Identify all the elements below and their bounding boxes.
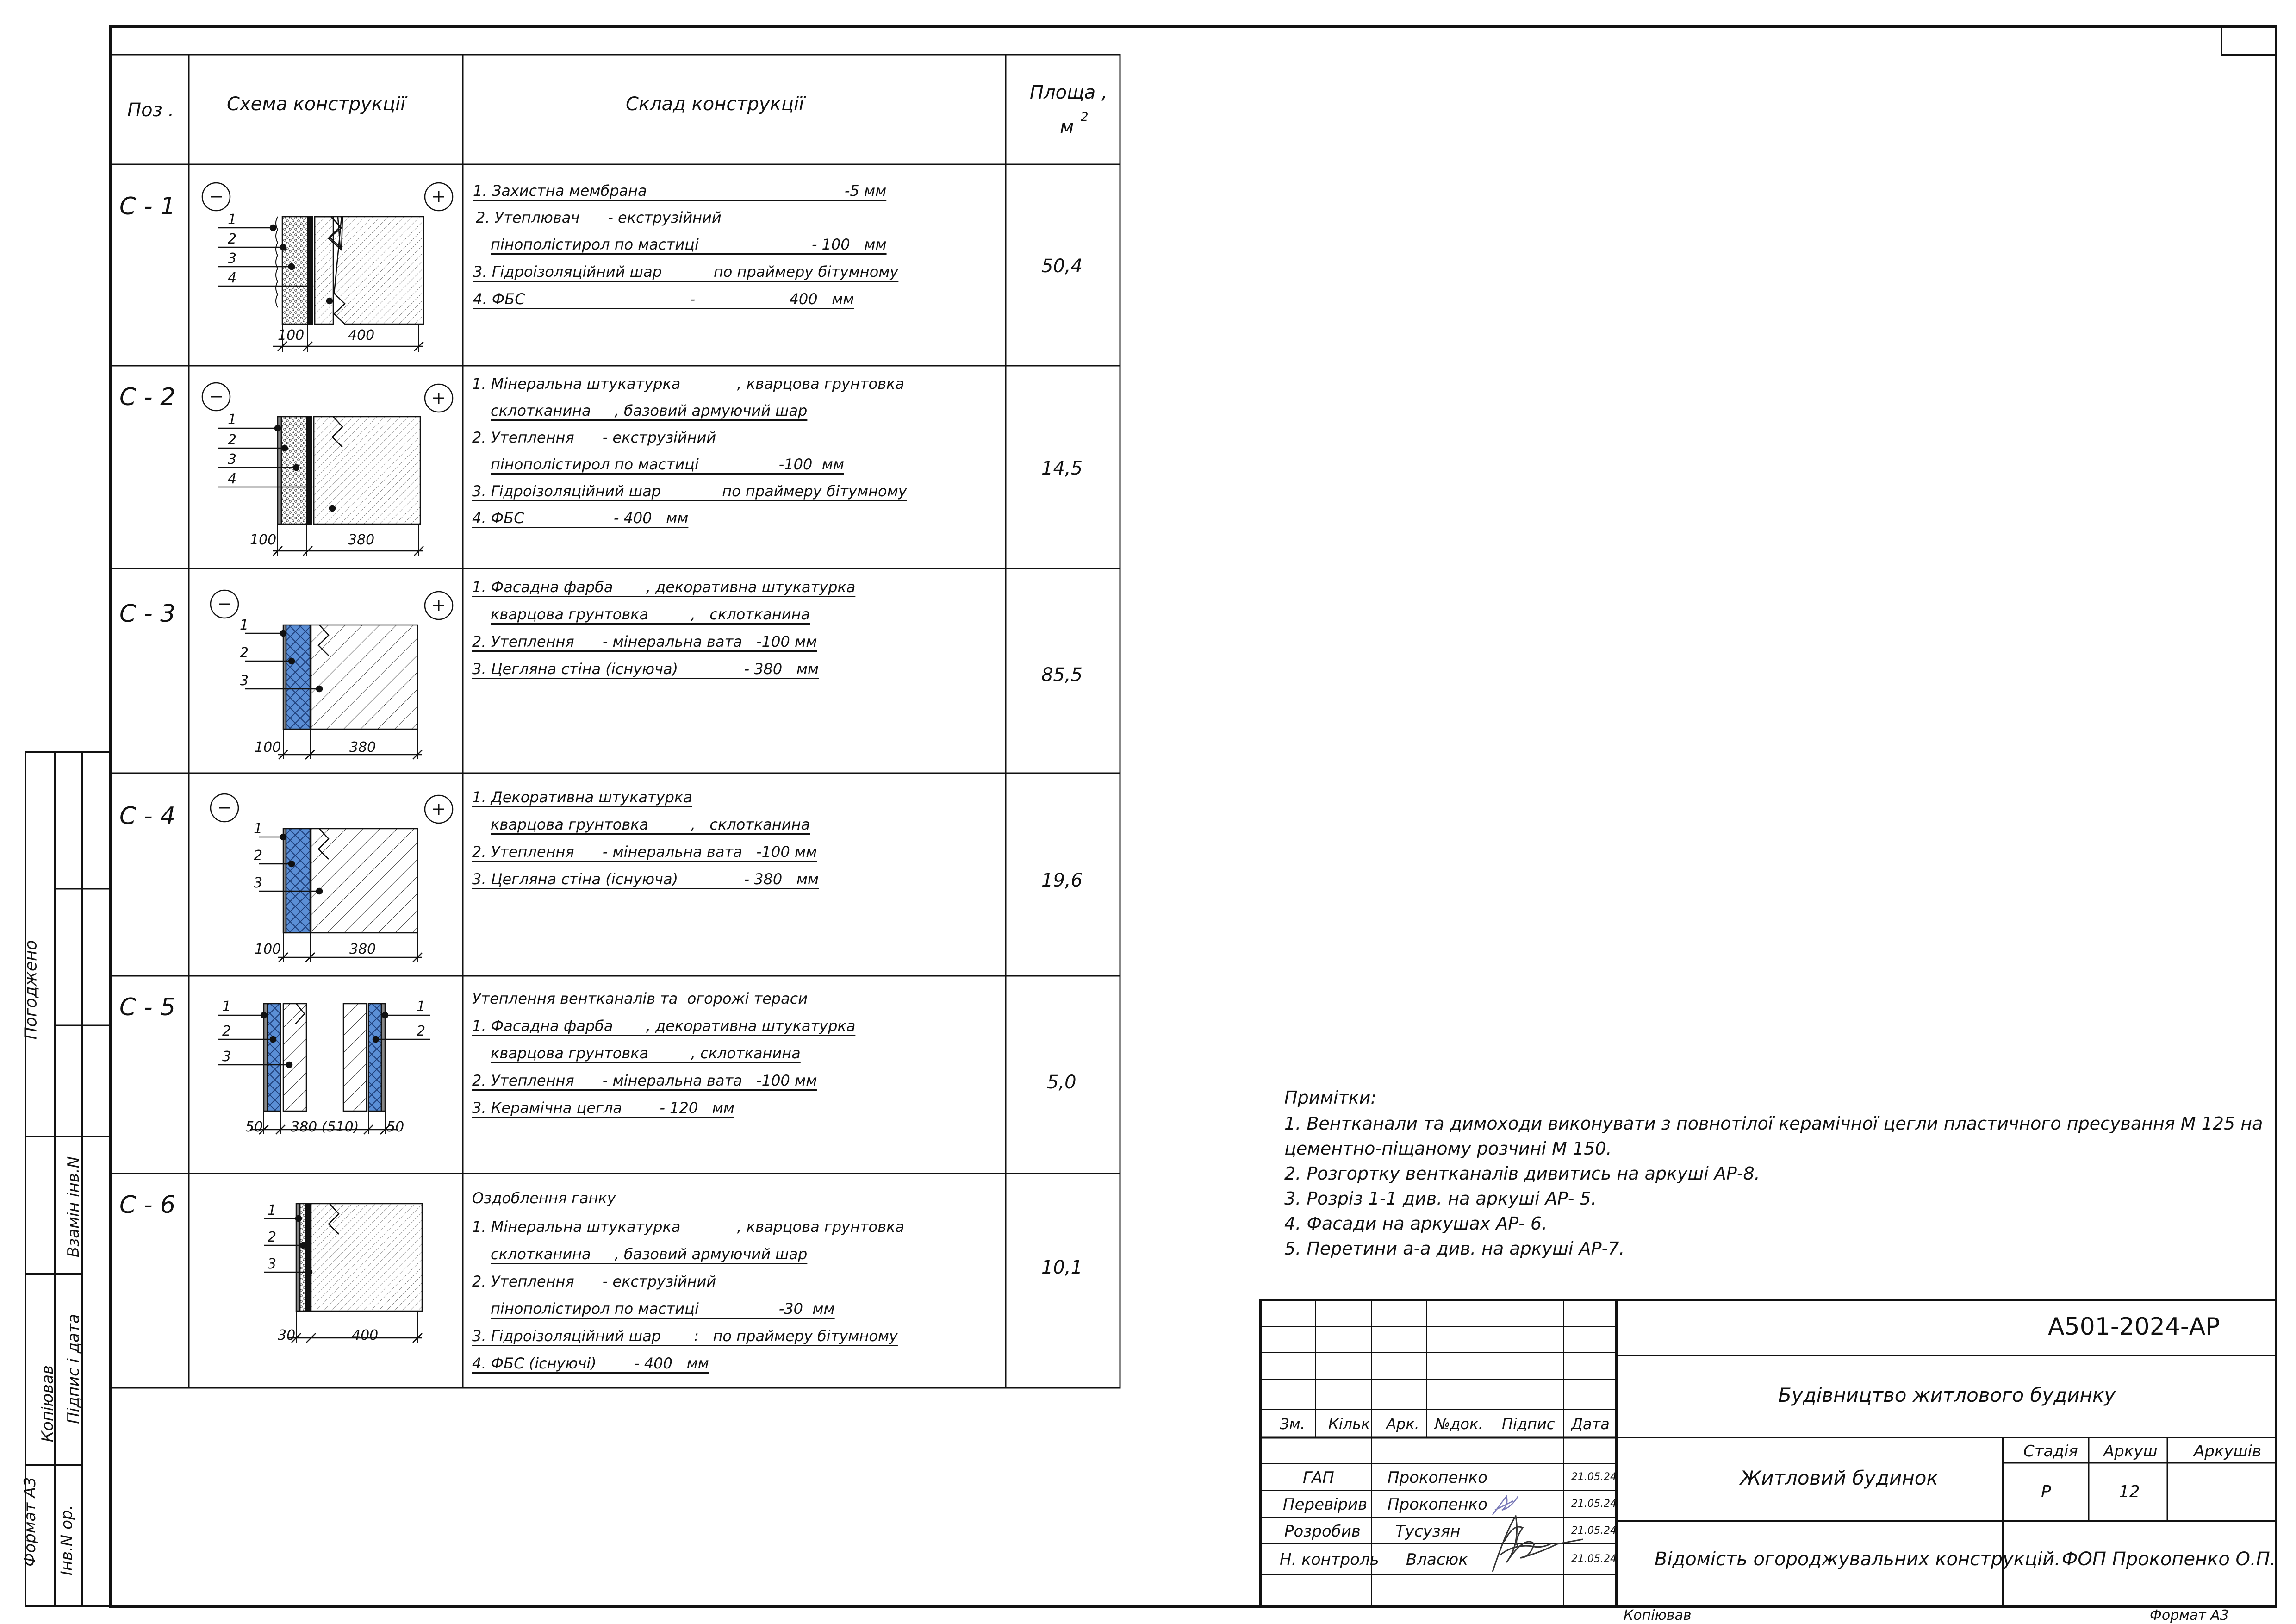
stage-header-stage: Стадія [2023,1442,2078,1461]
row-4-layer-3: 3 [254,875,263,891]
row-3-line-3: 2. Утеплення - мінеральна вата -100 мм [472,633,817,650]
person-4-name: Власюк [1406,1550,1468,1569]
side-sign-date: Підпис і дата [64,1314,83,1424]
row-4-dim-1: 100 [255,941,281,957]
person-4-role: Н. контроль [1280,1550,1379,1569]
row-5-layer-3: 3 [222,1049,231,1065]
side-replace-inv: Взамін інв.N [64,1156,83,1258]
row-5-line-1: Утеплення вентканалів та огорожі тераси [472,990,808,1007]
col-header-change: Зм. [1280,1415,1305,1433]
row-6-layer-2: 2 [268,1229,277,1245]
header-area: Площа , [1030,82,1108,103]
row-4-layer-2: 2 [254,848,263,864]
person-1-role: ГАП [1303,1468,1334,1487]
header-area-exp: 2 [1081,110,1089,124]
stage-header-sheet: Аркуш [2103,1442,2158,1461]
stamp-company: ФОП Прокопенко О.П. [2062,1549,2276,1570]
row-5-layer-2-right: 2 [417,1023,426,1039]
row-3-line-1: 1. Фасадна фарба , декоративна штукатурка [472,578,856,596]
row-5-line-5: 3. Керамічна цегла - 120 мм [472,1099,734,1117]
row-2-line-3: 2. Утеплення - екструзійний [472,429,716,446]
col-header-sheet: Арк. [1386,1415,1419,1433]
notes-line-1: 1. Вентканали та димоходи виконувати з повнотілої керамічної цегли пластичного пресування М 125 на [1284,1113,2263,1134]
person-2-role: Перевірив [1283,1495,1368,1514]
person-4-date: 21.05.24 [1571,1553,1617,1565]
row-4-dim-2: 380 [349,941,376,957]
stage-value: Р [2041,1482,2051,1501]
side-format: Формат А3 [20,1477,39,1567]
stage-header-sheets: Аркушів [2194,1442,2262,1461]
person-3-role: Розробив [1284,1522,1361,1541]
row-2-line-4: пінополістирол по мастиці -100 мм [491,456,844,473]
row-5-layer-1: 1 [222,999,231,1015]
row-2-layer-2: 2 [228,432,237,448]
row-6-dim-1: 30 [278,1327,296,1343]
person-2-name: Прокопенко [1388,1495,1488,1514]
row-5-dim-1: 50 [245,1119,263,1135]
row-6-layer-1: 1 [268,1202,277,1218]
row-6-area: 10,1 [1041,1257,1083,1278]
row-3-pos: С - 3 [119,600,176,628]
col-header-date: Дата [1571,1415,1610,1433]
side-agreed: Погоджено [21,940,41,1040]
row-6-line-7: 4. ФБС (існуючі) - 400 мм [472,1355,709,1372]
notes-line-4: 3. Розріз 1-1 див. на аркуші АР- 5. [1284,1188,1597,1209]
row-3-layer-3: 3 [240,673,249,689]
row-5-dim-3: 50 [386,1119,404,1135]
col-header-qty: Кільк [1328,1415,1370,1433]
row-3-line-2: кварцова грунтовка , склотканина [491,606,810,623]
row-3-line-4: 3. Цегляна стіна (існуюча) - 380 мм [472,660,819,678]
row-2-layer-4: 4 [228,471,237,487]
row-6-line-5: пінополістирол по мастиці -30 мм [491,1300,835,1318]
stamp-code: А501-2024-АР [2048,1313,2220,1341]
notes-line-5: 4. Фасади на аркушах АР- 6. [1284,1213,1548,1234]
signature-developed [1493,1516,1583,1572]
row-3-layer-2: 2 [240,645,249,661]
sheet-value: 12 [2119,1482,2140,1501]
person-2-date: 21.05.24 [1571,1498,1617,1510]
row-6-pos: С - 6 [119,1191,176,1219]
row-1-line-2: 2. Утеплювач - екструзійний [476,209,722,226]
row-6-line-1: Оздоблення ганку [472,1189,616,1207]
person-1-name: Прокопенко [1388,1468,1488,1487]
row-4-line-4: 3. Цегляна стіна (існуюча) - 380 мм [472,870,819,888]
row-2-line-1: 1. Мінеральна штукатурка , кварцова грунтовка [472,375,904,393]
row-2-dim-2: 380 [348,532,375,548]
row-4-line-1: 1. Декоративна штукатурка [472,788,692,806]
row-1-line-3: пінополістирол по мастиці - 100 мм [491,236,887,253]
row-5-layer-1-right: 1 [417,999,426,1015]
row-2-line-5: 3. Гідроізоляційний шар по праймеру бітумному [472,482,907,500]
row-1-dim-2: 400 [348,327,375,344]
header-schema: Схема конструкції [227,94,406,115]
row-1-line-5: 4. ФБС - 400 мм [473,290,854,308]
notes-line-6: 5. Перетини а-а див. на аркуші АР-7. [1284,1238,1625,1259]
row-2-dim-1: 100 [250,532,277,548]
person-1-date: 21.05.24 [1571,1471,1617,1483]
row-1-line-1: 1. Захистна мембрана -5 мм [473,182,887,200]
row-3-layer-1: 1 [240,617,249,633]
header-area-unit: м [1060,117,1074,138]
row-3-area: 85,5 [1041,664,1083,686]
row-1-area: 50,4 [1041,256,1083,277]
row-6-dim-2: 400 [352,1327,379,1343]
footer-copied: Копіював [1624,1607,1692,1624]
row-5-line-3: кварцова грунтовка , склотканина [491,1044,801,1062]
row-4-layer-1: 1 [254,821,263,837]
col-header-doc: №док. [1435,1415,1483,1433]
row-2-pos: С - 2 [119,383,176,411]
row-6-line-4: 2. Утеплення - екструзійний [472,1273,716,1290]
row-2-area: 14,5 [1041,458,1083,479]
row-1-layer-3: 3 [228,250,237,267]
row-2-layer-1: 1 [228,412,237,428]
row-1-layer-1: 1 [228,212,237,228]
notes-line-2: цементно-піщаному розчині М 150. [1284,1138,1612,1159]
row-2-line-2: склотканина , базовий армуючий шар [491,402,808,419]
header-pos: Поз . [127,100,174,121]
footer-format: Формат А3 [2150,1607,2229,1624]
row-3-dim-2: 380 [349,739,376,756]
row-4-line-2: кварцова грунтовка , склотканина [491,816,810,833]
row-4-line-3: 2. Утеплення - мінеральна вата -100 мм [472,843,817,861]
signature-checked [1493,1496,1518,1515]
person-3-date: 21.05.24 [1571,1525,1617,1537]
header-composition: Склад конструкції [626,94,804,115]
side-copied: Копіював [38,1365,57,1443]
row-6-layer-3: 3 [268,1256,277,1272]
person-3-name: Тусузян [1395,1522,1461,1541]
row-5-line-4: 2. Утеплення - мінеральна вата -100 мм [472,1072,817,1089]
row-1-dim-1: 100 [278,327,305,344]
row-1-pos: С - 1 [119,193,176,220]
stamp-sheet-title: Відомість огороджувальних конструкцій. [1655,1549,2060,1570]
row-6-line-3: склотканина , базовий армуючий шар [491,1245,808,1263]
row-5-dim-2: 380 (510) [291,1119,359,1135]
row-6-line-2: 1. Мінеральна штукатурка , кварцова грунтовка [472,1218,904,1236]
row-2-layer-3: 3 [228,451,237,468]
row-1-layer-4: 4 [228,270,237,286]
side-inv-orig: Інв.N ор. [57,1505,76,1576]
row-2-line-6: 4. ФБС - 400 мм [472,509,689,527]
stamp-object: Житловий будинок [1740,1467,1938,1489]
row-3-dim-1: 100 [255,739,281,756]
row-1-layer-2: 2 [228,231,237,247]
stamp-project: Будівництво житлового будинку [1778,1384,2116,1406]
row-4-area: 19,6 [1041,870,1083,891]
row-6-line-6: 3. Гідроізоляційний шар : по праймеру бітумному [472,1327,898,1345]
notes-title: Примітки: [1284,1087,1377,1108]
row-5-layer-2: 2 [222,1023,231,1039]
row-1-line-4: 3. Гідроізоляційний шар по праймеру бітумному [473,263,899,281]
row-5-area: 5,0 [1047,1072,1076,1093]
row-5-pos: С - 5 [119,993,176,1021]
row-5-line-2: 1. Фасадна фарба , декоративна штукатурка [472,1017,856,1035]
row-4-pos: С - 4 [119,802,176,830]
col-header-sign: Підпис [1502,1415,1555,1433]
notes-line-3: 2. Розгортку вентканалів дивитись на аркуші АР-8. [1284,1163,1760,1184]
